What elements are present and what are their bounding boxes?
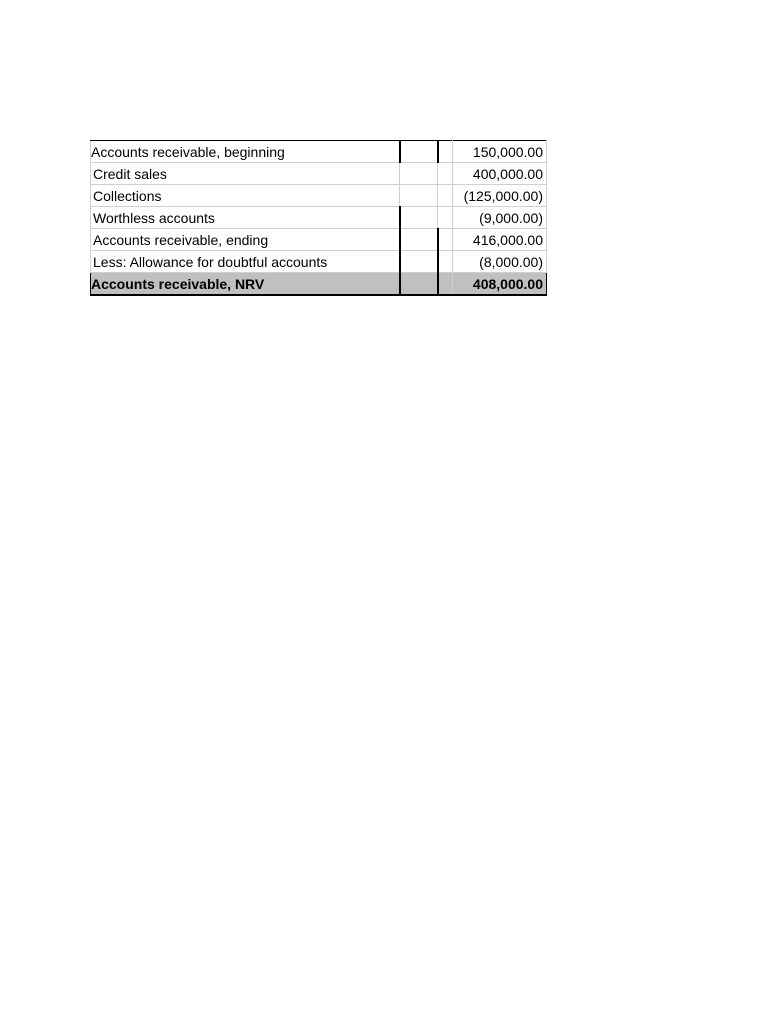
empty-cell[interactable] xyxy=(400,273,438,296)
table-row xyxy=(91,207,547,229)
empty-cell[interactable] xyxy=(438,273,453,296)
empty-cell[interactable] xyxy=(438,251,453,273)
empty-cell[interactable] xyxy=(400,229,438,251)
row-amount[interactable]: (8,000.00) xyxy=(453,251,547,273)
empty-cell[interactable] xyxy=(400,141,438,163)
row-label[interactable]: Less: Allowance for doubtful accounts xyxy=(91,251,400,273)
table-row xyxy=(91,251,547,273)
row-amount[interactable]: (125,000.00) xyxy=(453,185,547,207)
empty-cell[interactable] xyxy=(400,163,438,185)
empty-cell[interactable] xyxy=(438,229,453,251)
empty-cell[interactable] xyxy=(438,141,453,163)
row-amount[interactable]: 416,000.00 xyxy=(453,229,547,251)
table-row xyxy=(91,163,547,185)
table-row xyxy=(91,141,547,163)
table-row xyxy=(91,229,547,251)
empty-cell[interactable] xyxy=(438,163,453,185)
row-amount[interactable]: 150,000.00 xyxy=(453,141,547,163)
empty-cell[interactable] xyxy=(400,251,438,273)
total-row xyxy=(91,273,547,296)
row-label[interactable]: Accounts receivable, beginning xyxy=(91,141,400,163)
empty-cell[interactable] xyxy=(400,207,438,229)
total-amount[interactable]: 408,000.00 xyxy=(453,273,547,296)
accounts-receivable-table xyxy=(90,140,547,296)
spreadsheet-area xyxy=(90,140,546,296)
empty-cell[interactable] xyxy=(438,185,453,207)
row-amount[interactable]: (9,000.00) xyxy=(453,207,547,229)
row-label[interactable]: Credit sales xyxy=(91,163,400,185)
row-label[interactable]: Accounts receivable, ending xyxy=(91,229,400,251)
empty-cell[interactable] xyxy=(400,185,438,207)
empty-cell[interactable] xyxy=(438,207,453,229)
row-amount[interactable]: 400,000.00 xyxy=(453,163,547,185)
table-row xyxy=(91,185,547,207)
row-label[interactable]: Collections xyxy=(91,185,400,207)
total-label[interactable]: Accounts receivable, NRV xyxy=(91,273,400,296)
row-label[interactable]: Worthless accounts xyxy=(91,207,400,229)
